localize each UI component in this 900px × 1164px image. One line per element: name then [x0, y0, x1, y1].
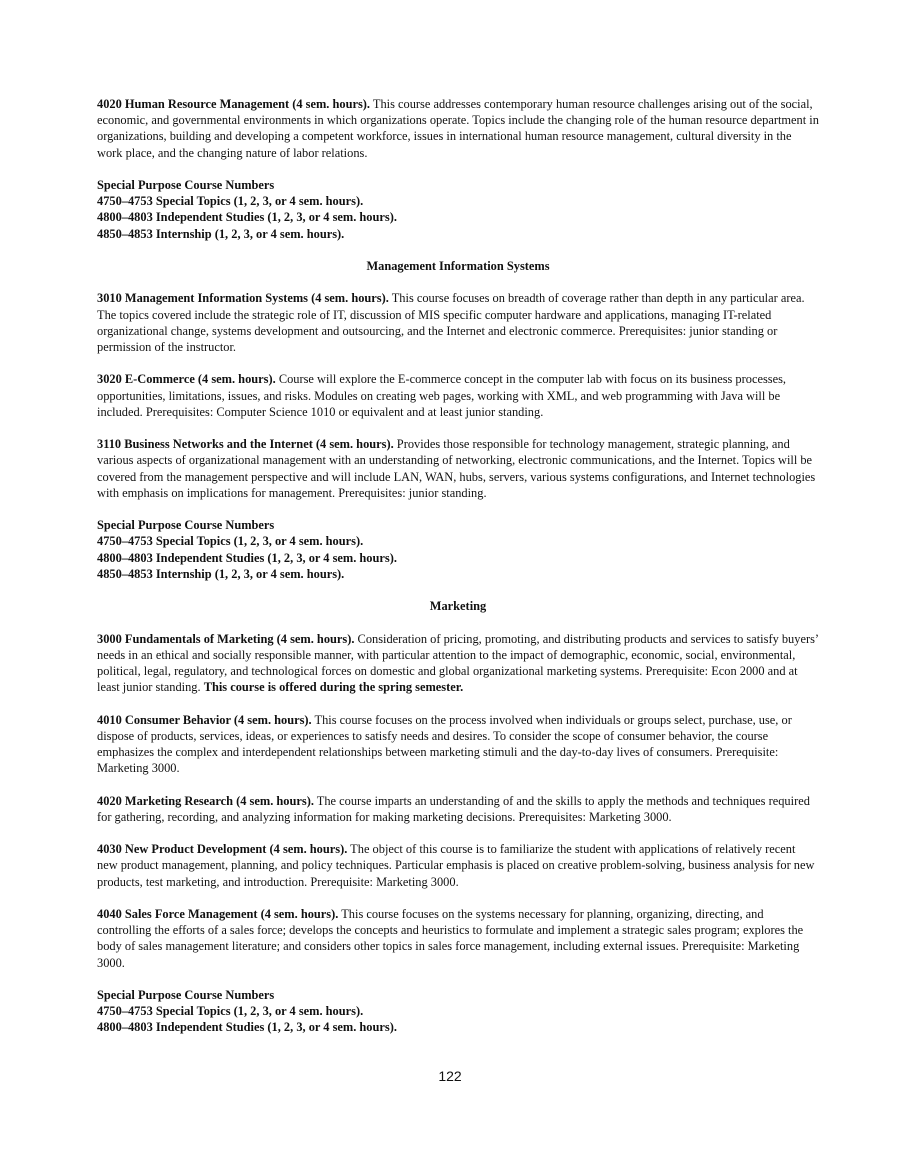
course-title: 3110 Business Networks and the Internet (4 sem. hours).: [97, 437, 394, 452]
course-description: Course will explore the E-commerce concept in the computer lab with focus on its business processes, opportunities, limitations, issues, and risks. Modules on creating web pages, working with XML, and web programming with Java will be included. Prerequisites: Computer Science 1010 or equivalent and at least junior standing.: [97, 372, 787, 419]
course-entry-mkt-4020: [97, 793, 819, 825]
special-purpose-block-1: [97, 177, 819, 242]
special-purpose-item: 4800–4803 Independent Studies (1, 2, 3, or 4 sem. hours).: [97, 1020, 397, 1035]
course-description: The course imparts an understanding of and the skills to apply the methods and techniques required for gathering, recording, and analyzing information for making marketing decisions. Prerequisites: Marketing 3000.: [97, 793, 810, 824]
course-entry-mkt-4010: [97, 712, 819, 777]
special-purpose-item: 4800–4803 Independent Studies (1, 2, 3, or 4 sem. hours).: [97, 210, 397, 225]
course-description: This course focuses on the process involved when individuals or groups select, purchase, use, or dispose of products, services, ideas, or experiences to satisfy needs and desires. To consider the scope of consumer behavior, the course emphasizes the complex and interdependent relationships between marketing stimuli and the day-to-day lives of consumers. Prerequisite: Marketing 3000.: [97, 712, 792, 776]
course-description: This course focuses on breadth of coverage rather than depth in any particular area. The topics covered include the strategic role of IT, discussion of MIS specific computer hardware and applications, managing IT-related organizational change, systems development and outsourcing, and the Internet and electronic commerce. Prerequisites: junior standing or permission of the instructor.: [97, 291, 805, 354]
special-purpose-heading: Special Purpose Course Numbers: [97, 518, 275, 533]
course-entry-mis-3110: [97, 436, 819, 501]
catalog-page: [97, 96, 819, 1052]
course-entry-mis-3010: [97, 290, 819, 355]
special-purpose-heading: Special Purpose Course Numbers: [97, 178, 275, 192]
course-title: 3010 Management Information Systems (4 sem. hours).: [97, 291, 389, 306]
special-purpose-block-3: [97, 987, 819, 1036]
course-note: This course is offered during the spring semester.: [203, 680, 464, 695]
course-title: 3020 E-Commerce (4 sem. hours).: [97, 372, 276, 387]
special-purpose-item: 4750–4753 Special Topics (1, 2, 3, or 4 sem. hours).: [97, 1004, 364, 1019]
special-purpose-item: 4750–4753 Special Topics (1, 2, 3, or 4 sem. hours).: [97, 534, 364, 549]
course-title: 3000 Fundamentals of Marketing (4 sem. hours).: [97, 631, 355, 646]
course-entry-hrm: [97, 96, 819, 161]
course-title: 4020 Marketing Research (4 sem. hours).: [97, 793, 314, 808]
special-purpose-heading: Special Purpose Course Numbers: [97, 987, 275, 1002]
special-purpose-item: 4850–4853 Internship (1, 2, 3, or 4 sem. hours).: [97, 226, 345, 241]
course-description: The object of this course is to familiarize the student with applications of relatively recent new product management, planning, and policy techniques. Particular emphasis is placed on creative problem-solving, business analysis for new products, test marketing, and introduction. Prerequisite: Marketing 3000.: [97, 842, 815, 889]
course-entry-mkt-3000: [97, 631, 819, 696]
course-description: Provides those responsible for technology management, strategic planning, and various aspects of organizational management with an understanding of networking, electronic communications, and the Internet. Topics will be covered from the management perspective and will include LAN, WAN, hubs, servers, various systems configurations, and Internet technologies with emphasis on implications for management. Prerequisites: junior standing.: [97, 437, 816, 500]
page-number: 122: [438, 1068, 462, 1084]
course-title: 4020 Human Resource Management (4 sem. hours).: [97, 97, 371, 111]
course-description: Consideration of pricing, promoting, and distributing products and services to satisfy buyers’ needs in an ethical and socially responsible manner, with particular attention to the impact of demographic, economic, social, environmental, political, legal, regulatory, and technological forces on domestic and global organizational marketing systems. Prerequisite: Econ 2000 and at least junior standing.: [97, 631, 819, 695]
course-entry-mkt-4040: [97, 906, 819, 971]
special-purpose-block-2: [97, 517, 819, 582]
course-title: 4030 New Product Development (4 sem. hours).: [97, 842, 348, 857]
section-heading-mis: Management Information Systems: [366, 259, 550, 273]
special-purpose-item: 4850–4853 Internship (1, 2, 3, or 4 sem. hours).: [97, 566, 345, 581]
course-description: This course addresses contemporary human resource challenges arising out of the social, economic, and governmental environments in which organizations operate. Topics include the changing role of the human resource department in organizations, building and developing a competent workforce, issues in international human resource management, cultural diversity in the work place, and the changing nature of labor relations.: [97, 97, 819, 160]
special-purpose-item: 4800–4803 Independent Studies (1, 2, 3, or 4 sem. hours).: [97, 550, 397, 565]
course-description: This course focuses on the systems necessary for planning, organizing, directing, and controlling the efforts of a sales force; develops the concepts and heuristics to formulate and implement a strategic sales program; explores the body of sales management literature; and considers other topics in sales force management, including external issues. Prerequisite: Marketing 3000.: [97, 906, 804, 970]
course-title: 4040 Sales Force Management (4 sem. hours).: [97, 906, 339, 921]
course-entry-mkt-4030: [97, 841, 819, 890]
course-title: 4010 Consumer Behavior (4 sem. hours).: [97, 712, 312, 727]
section-heading-marketing: Marketing: [429, 599, 487, 614]
special-purpose-item: 4750–4753 Special Topics (1, 2, 3, or 4 sem. hours).: [97, 194, 364, 209]
course-entry-mis-3020: [97, 371, 819, 420]
